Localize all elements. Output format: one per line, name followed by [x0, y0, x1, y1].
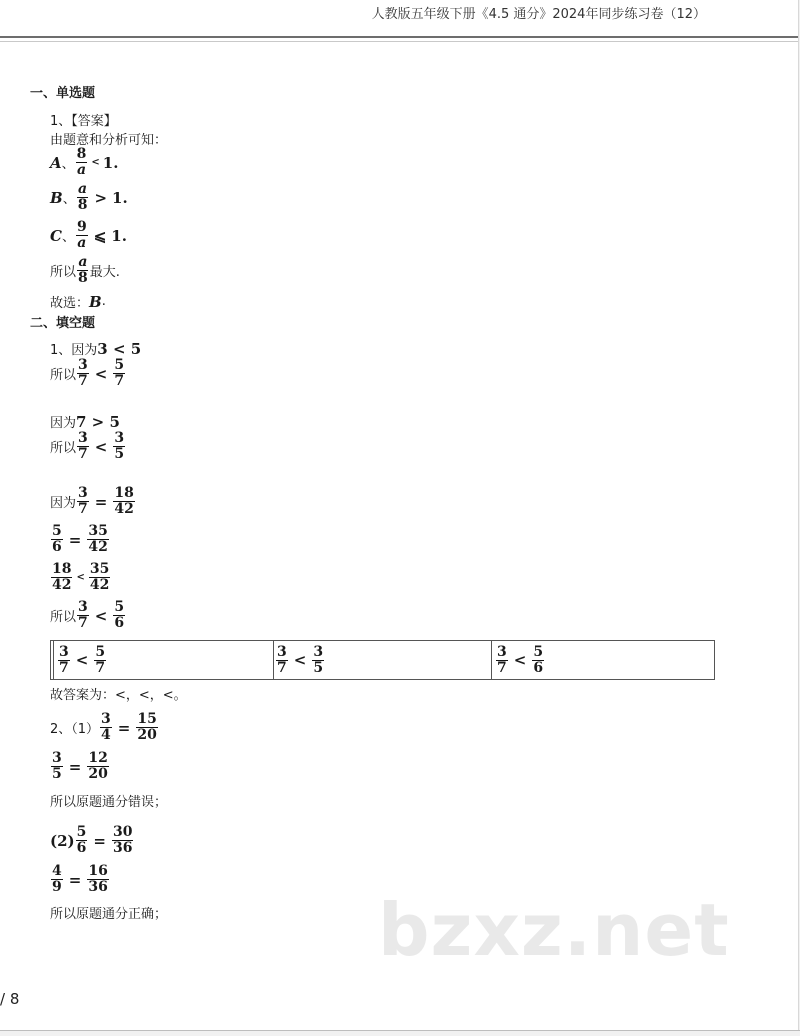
fill-q2-line2-frac-a: [51, 751, 63, 782]
cell-frac-a: [58, 645, 70, 676]
option-b-sep: 、: [62, 192, 76, 207]
frac-den: 7: [95, 659, 106, 676]
option-c-letter: C: [50, 226, 62, 245]
fill-q2-line1-frac-b: [136, 712, 157, 743]
fill-q1-line2: [50, 358, 126, 389]
fill-q1-line6: [50, 524, 110, 555]
frac-num: 16: [88, 863, 108, 879]
option-a-fraction: [76, 147, 88, 178]
frac-den: 36: [88, 879, 108, 895]
q1-choice-suffix: .: [101, 294, 106, 309]
page-header-title: 人教版五年级下册《4.5 通分》2024年同步练习卷（12）: [371, 7, 706, 22]
fill-q1-line8-frac-a: [77, 600, 89, 631]
fill-q2-line6-text: 所以原题通分正确；: [50, 907, 168, 922]
frac-num: 3: [78, 599, 88, 615]
fill-q2-line4-op: =: [93, 831, 106, 850]
frac-den: 5: [114, 446, 125, 462]
fill-q2-line3: [50, 791, 167, 810]
option-b-den: 8: [77, 197, 88, 213]
frac-den: 7: [78, 373, 88, 389]
fill-q1-line2-frac-b: [113, 358, 125, 389]
cell-frac-a: [496, 645, 508, 676]
answer-table-cell-3: [492, 641, 714, 679]
fill-q1-line2-frac-a: [77, 358, 89, 389]
cell-op: <: [513, 651, 527, 669]
frac-num: 3: [101, 711, 111, 727]
fill-q1-line1-expr: 3 < 5: [97, 339, 142, 358]
q1-conclusion-num: a: [78, 254, 88, 270]
fill-q1-line1: [50, 339, 141, 358]
fill-q2-line2-frac-b: [87, 751, 108, 782]
section-heading-fill-in: 二、填空题: [30, 316, 96, 331]
frac-den: 20: [137, 727, 157, 743]
fill-q1-line4-op: <: [94, 437, 108, 456]
frac-num: 5: [52, 523, 62, 539]
answer-table: [50, 640, 715, 680]
frac-den: 7: [78, 446, 88, 462]
cell-frac-b: [312, 645, 324, 676]
option-a-rhs: 1.: [102, 153, 119, 172]
frac-den: 4: [101, 727, 111, 743]
watermark: bzxz.net: [378, 888, 730, 972]
fill-q2-line4-frac-a: [76, 825, 88, 856]
fill-q1-line6-frac-b: [87, 524, 108, 555]
cell-frac-b: [94, 645, 106, 676]
fill-q2-line1: [50, 712, 159, 743]
frac-num: 3: [78, 430, 88, 446]
option-b: [50, 182, 128, 213]
frac-den: 7: [277, 659, 287, 676]
fill-q1-line2-op: <: [94, 364, 108, 383]
fill-q1-line8-frac-b: [113, 600, 125, 631]
option-b-rhs: 1.: [112, 188, 128, 207]
fill-q2-line2: [50, 751, 110, 782]
footer-divider: [0, 1030, 800, 1031]
frac-den: 7: [497, 659, 507, 676]
fill-q1-line3-prefix: 因为: [50, 416, 77, 431]
frac-num: 18: [52, 561, 72, 577]
fill-q1-line8-prefix: 所以: [50, 610, 77, 625]
frac-num: 3: [497, 643, 507, 660]
frac-num: 5: [533, 643, 544, 660]
option-c: [50, 220, 127, 251]
option-b-letter: B: [50, 188, 63, 207]
option-a-letter: A: [50, 153, 62, 172]
q1-choice: [50, 292, 106, 311]
frac-num: 12: [88, 750, 108, 766]
q1-intro-text: 由题意和分析可知：: [50, 133, 168, 148]
fill-q1-line6-frac-a: [51, 524, 63, 555]
frac-num: 3: [313, 643, 324, 660]
frac-num: 5: [114, 357, 125, 373]
frac-num: 35: [88, 523, 108, 539]
fill-q1-answer-text: 故答案为：<，<，<。: [50, 688, 187, 703]
frac-den: 7: [78, 501, 88, 517]
q1-label-text: 1、【答案】: [50, 114, 117, 129]
fill-q1-line4-prefix: 所以: [50, 441, 77, 456]
frac-den: 42: [114, 501, 134, 517]
option-a: [50, 147, 118, 178]
header-divider-thin: [0, 41, 798, 42]
fill-q2-line1-op: =: [117, 718, 131, 737]
option-c-rhs: 1.: [111, 226, 127, 245]
option-c-num: 9: [76, 219, 87, 235]
frac-den: 7: [59, 659, 69, 676]
frac-num: 3: [277, 643, 287, 660]
frac-den: 6: [533, 659, 544, 676]
frac-den: 42: [89, 577, 110, 593]
frac-den: 42: [88, 539, 108, 555]
cell-frac-b: [532, 645, 544, 676]
fill-q1-line4: [50, 431, 126, 462]
option-a-den: a: [76, 162, 87, 178]
q1-conclusion-den: 8: [78, 270, 88, 286]
fill-q2-line5-op: =: [68, 870, 82, 889]
frac-num: 3: [52, 750, 62, 766]
answer-table-cell-1: [53, 641, 274, 679]
option-c-op: ⩽: [93, 226, 107, 245]
q1-conclusion-prefix: 所以: [50, 265, 77, 280]
option-b-num: a: [78, 181, 88, 197]
header-divider: [0, 36, 798, 38]
q1-conclusion-suffix: 最大.: [89, 265, 120, 280]
fill-q2-line5-frac-b: [87, 864, 108, 895]
cell-op: <: [75, 651, 89, 669]
q1-intro: [50, 129, 167, 148]
section-heading-single-choice: 一、单选题: [30, 86, 96, 101]
frac-den: 6: [76, 840, 87, 856]
q1-label: [50, 110, 117, 129]
fill-q1-line5-op: =: [94, 492, 108, 511]
frac-den: 20: [88, 766, 108, 782]
fill-q2-line6: [50, 903, 167, 922]
fill-q1-line2-prefix: 所以: [50, 368, 77, 383]
fill-q1-line7-frac-b: [89, 562, 110, 593]
frac-den: 6: [114, 615, 125, 631]
fill-q1-line6-op: =: [68, 530, 82, 549]
fill-q1-line7: [50, 562, 111, 593]
fill-q2-line5: [50, 864, 110, 895]
answer-table-cell-2: [272, 641, 492, 679]
option-c-fraction: [76, 220, 88, 251]
q1-choice-prefix: 故选：: [50, 296, 90, 311]
fill-q1-line4-frac-a: [77, 431, 89, 462]
frac-den: 36: [112, 840, 133, 856]
fill-q1-line3: [50, 412, 120, 431]
fill-q1-line7-op: <: [76, 572, 85, 583]
frac-den: 7: [78, 615, 88, 631]
fill-q2-line1-frac-a: [100, 712, 112, 743]
option-a-sep: 、: [61, 157, 75, 172]
fill-q1-line4-frac-b: [113, 431, 125, 462]
q1-conclusion-fraction: [77, 255, 89, 286]
frac-num: 35: [89, 561, 110, 577]
fill-q1-line5-prefix: 因为: [50, 496, 77, 511]
fill-q2-line5-frac-a: [51, 864, 63, 895]
frac-den: 42: [52, 577, 72, 593]
q1-conclusion: [50, 255, 120, 286]
fill-q1-line5-frac-b: [113, 486, 134, 517]
frac-num: 5: [76, 824, 87, 840]
fill-q2-line4: [50, 825, 134, 856]
option-a-op: <: [91, 157, 100, 168]
fill-q1-line3-expr: 7 > 5: [76, 412, 120, 431]
fill-q2-line1-prefix: 2、（1）: [50, 722, 100, 737]
option-a-num: 8: [76, 146, 87, 162]
frac-num: 30: [112, 824, 133, 840]
fill-q1-line7-frac-a: [51, 562, 72, 593]
option-c-den: a: [77, 235, 87, 251]
frac-den: 9: [52, 879, 62, 895]
fill-q1-line8-op: <: [94, 606, 108, 625]
frac-num: 18: [114, 485, 134, 501]
fill-q1-answer: [50, 684, 187, 703]
frac-num: 3: [114, 430, 125, 446]
cell-op: <: [293, 651, 307, 669]
fill-q2-line2-op: =: [68, 757, 82, 776]
frac-den: 5: [313, 659, 324, 676]
frac-den: 5: [52, 766, 62, 782]
frac-num: 3: [59, 643, 69, 660]
frac-num: 3: [78, 485, 88, 501]
option-b-op: >: [94, 188, 108, 207]
fill-q1-line5-frac-a: [77, 486, 89, 517]
page-number: / 8: [0, 990, 20, 1008]
option-c-sep: 、: [61, 230, 75, 245]
frac-num: 15: [137, 711, 157, 727]
frac-num: 3: [78, 357, 88, 373]
frac-den: 6: [52, 539, 62, 555]
frac-num: 5: [114, 599, 125, 615]
frac-num: 5: [95, 643, 106, 660]
option-b-fraction: [77, 182, 89, 213]
fill-q1-line8: [50, 600, 126, 631]
fill-q2-line4-frac-b: [112, 825, 133, 856]
fill-q2-line4-prefix: (2): [50, 831, 75, 850]
fill-q1-line1-prefix: 1、因为: [50, 343, 98, 358]
frac-den: 7: [114, 373, 125, 389]
q1-choice-answer: B: [89, 292, 102, 311]
fill-q2-line3-text: 所以原题通分错误；: [50, 795, 168, 810]
cell-frac-a: [276, 645, 288, 676]
frac-num: 4: [52, 863, 62, 879]
fill-q1-line5: [50, 486, 136, 517]
